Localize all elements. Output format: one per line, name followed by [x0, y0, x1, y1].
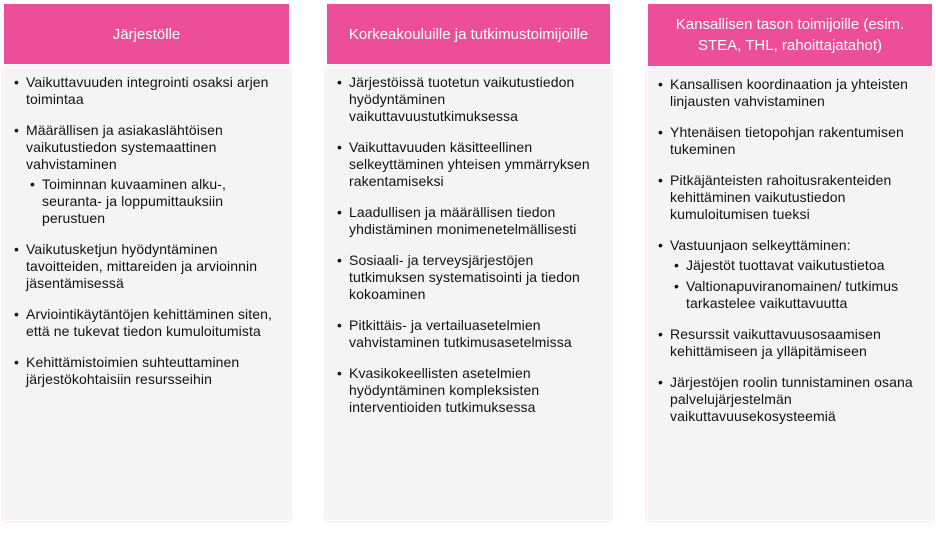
bullet-icon: •: [337, 74, 343, 90]
sub-list: [26, 176, 279, 227]
list-item: [658, 237, 922, 312]
list-item: [658, 374, 922, 425]
list-item: [14, 306, 279, 340]
list-item: [14, 241, 279, 292]
list-item: [14, 74, 279, 108]
bullet-icon: •: [658, 172, 664, 188]
column-universities-research: [327, 4, 610, 520]
sub-list: [670, 257, 922, 312]
bullet-icon: •: [337, 365, 343, 381]
item-text: Vaikuttavuuden integrointi osaksi arjen toimintaa: [26, 74, 269, 107]
item-text: Sosiaali- ja terveysjärjestöjen tutkimuksen systematisointi ja tiedon kokoaminen: [349, 252, 580, 302]
bullet-icon: •: [14, 354, 20, 370]
subitem-text: Valtionapuviranomainen/ tutkimus tarkastelee vaikuttavuutta: [686, 278, 899, 311]
column-organizations: [4, 4, 289, 520]
item-text: Vaikuttavuuden käsitteellinen selkeyttäminen yhteisen ymmärryksen rakentamiseksi: [349, 139, 590, 189]
bullet-icon: •: [14, 74, 20, 90]
item-text: Laadullisen ja määrällisen tiedon yhdistäminen monimenetelmällisesti: [349, 204, 577, 237]
item-text: Vaikutusketjun hyödyntäminen tavoitteiden, mittareiden ja arvioinnin jäsentämisessä: [26, 241, 258, 291]
bullet-icon: •: [674, 257, 680, 273]
item-text: Kansallisen koordinaation ja yhteisten linjausten vahvistaminen: [670, 76, 909, 109]
bullet-icon: •: [658, 76, 664, 92]
bullet-icon: •: [337, 204, 343, 220]
item-text: Pitkittäis- ja vertailuasetelmien vahvistaminen tutkimusasetelmissa: [349, 317, 572, 350]
sub-list-item: [672, 257, 922, 274]
bullet-icon: •: [658, 124, 664, 140]
bullet-icon: •: [30, 176, 36, 192]
item-text: Arviointikäytäntöjen kehittäminen siten, että ne tukevat tiedon kumuloitumista: [26, 306, 273, 339]
bullet-icon: •: [658, 374, 664, 390]
column-panel: [648, 70, 932, 520]
column-national-actors: [648, 4, 932, 520]
list-item: [14, 122, 279, 227]
bullet-icon: •: [14, 122, 20, 138]
bullet-icon: •: [658, 237, 664, 253]
list-item: [658, 326, 922, 360]
item-text: Pitkäjänteisten rahoitusrakenteiden kehittäminen vaikutustiedon kumuloitumisen tueksi: [670, 172, 892, 222]
list-item: [337, 252, 600, 303]
list-item: [337, 139, 600, 190]
column-header: Järjestölle: [4, 4, 289, 64]
bullet-icon: •: [337, 317, 343, 333]
item-text: Kvasikokeellisten asetelmien hyödyntäminen kompleksisten interventioiden tutkimuksessa: [349, 365, 540, 415]
item-text: Vastuunjaon selkeyttäminen:: [670, 237, 851, 253]
column-header: Korkeakouluille ja tutkimustoimijoille: [327, 4, 610, 64]
list-item: [337, 74, 600, 125]
item-text: Yhtenäisen tietopohjan rakentumisen tukeminen: [670, 124, 904, 157]
subitem-text: Toiminnan kuvaaminen alku-, seuranta- ja loppumittauksiin perustuen: [42, 176, 227, 226]
bullet-icon: •: [658, 326, 664, 342]
item-text: Järjestöjen roolin tunnistaminen osana palvelujärjestelmän vaikuttavuusekosysteemiä: [670, 374, 913, 424]
subitem-text: Jäjestöt tuottavat vaikutustietoa: [686, 257, 885, 273]
item-text: Järjestöissä tuotetun vaikutustiedon hyödyntäminen vaikuttavuustutkimuksessa: [349, 74, 575, 124]
bullet-icon: •: [337, 139, 343, 155]
bullet-icon: •: [14, 306, 20, 322]
list-item: [658, 124, 922, 158]
sub-list-item: [28, 176, 279, 227]
list-item: [337, 204, 600, 238]
list-item: [658, 76, 922, 110]
list-item: [14, 354, 279, 388]
column-panel: [4, 68, 289, 520]
bullet-icon: •: [337, 252, 343, 268]
list-item: [658, 172, 922, 223]
item-text: Määrällisen ja asiakaslähtöisen vaikutustiedon systemaattinen vahvistaminen: [26, 122, 223, 172]
list-item: [337, 317, 600, 351]
bullet-icon: •: [14, 241, 20, 257]
column-header: Kansallisen tason toimijoille (esim. STEA, THL, rahoittajatahot): [648, 4, 932, 66]
item-text: Resurssit vaikuttavuusosaamisen kehittämiseen ja ylläpitämiseen: [670, 326, 881, 359]
list-item: [337, 365, 600, 416]
column-panel: [327, 68, 610, 520]
sub-list-item: [672, 278, 922, 312]
bullet-icon: •: [674, 278, 680, 294]
item-text: Kehittämistoimien suhteuttaminen järjestökohtaisiin resursseihin: [26, 354, 240, 387]
